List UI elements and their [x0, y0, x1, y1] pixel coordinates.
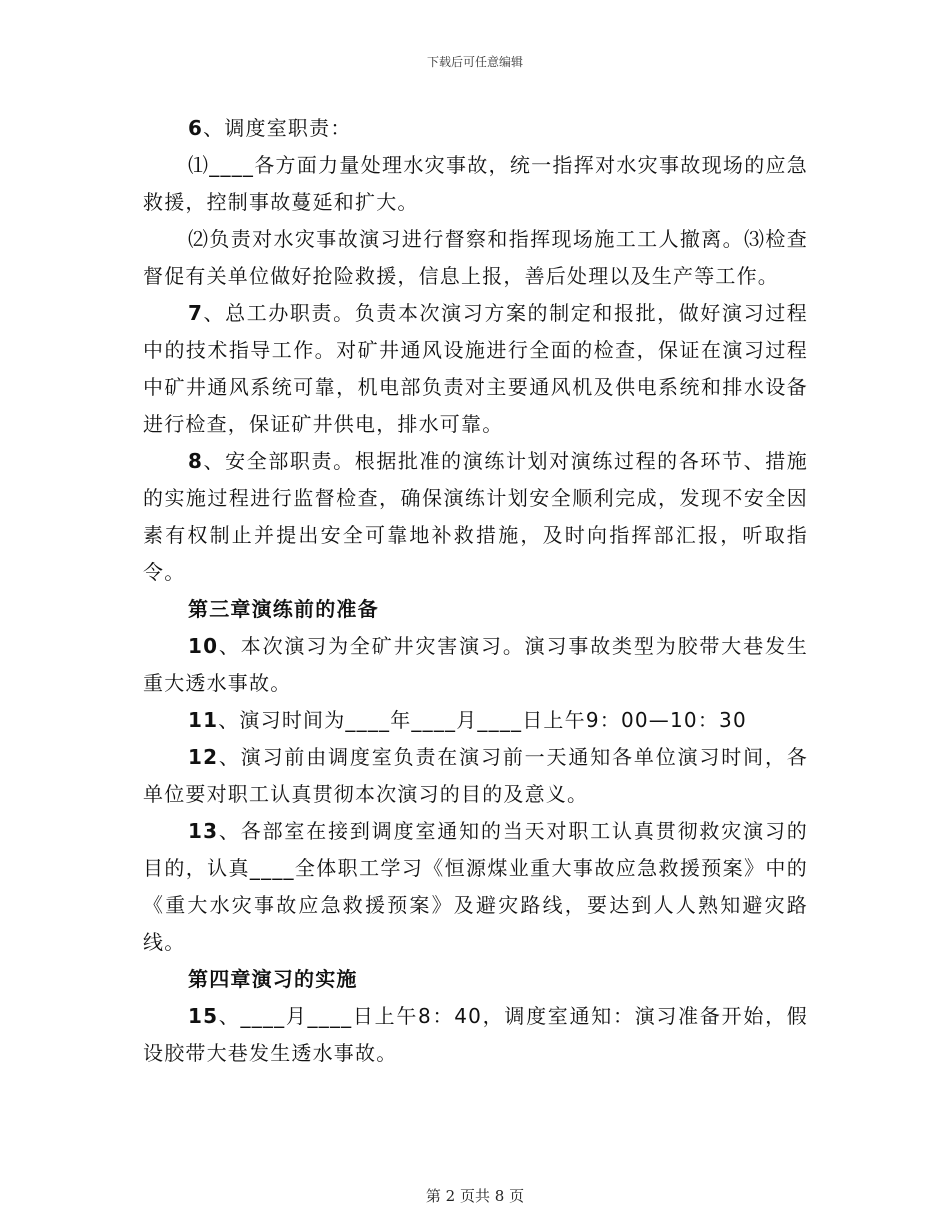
paragraph-15 — [143, 998, 808, 1072]
paragraph-text: 、总工办职责。负责本次演习方案的制定和报批，做好演习过程中的技术指导工作。对矿井通风设施进行全面的检查，保证在演习过程中矿井通风系统可靠，机电部负责对主要通风机及供电系统和排水设备进行检查，保证矿井供电，排水可靠。 — [143, 301, 808, 436]
paragraph-11 — [143, 702, 808, 739]
paragraph-number: 10 — [188, 634, 219, 658]
paragraph-text: 、本次演习为全矿井灾害演习。演习事故类型为胶带大巷发生重大透水事故。 — [143, 634, 808, 695]
chapter-3-heading: 第三章演练前的准备 — [188, 597, 379, 621]
paragraph-text: 、演习时间为____年____月____日上午9：00—10：30 — [218, 708, 747, 732]
paragraph-number: 8 — [188, 449, 204, 473]
paragraph-6-2 — [143, 221, 808, 295]
paragraph-12 — [143, 739, 808, 813]
paragraph-7 — [143, 295, 808, 443]
paragraph-6-1 — [143, 147, 808, 221]
paragraph-13 — [143, 813, 808, 961]
paragraph-text: 、各部室在接到调度室通知的当天对职工认真贯彻救灾演习的目的，认真____全体职工学习《恒源煤业重大事故应急救援预案》中的《重大水灾事故应急救援预案》及避灾路线，要达到人人熟知避灾路线。 — [143, 819, 808, 954]
paragraph-text: 、____月____日上午8：40，调度室通知：演习准备开始，假设胶带大巷发生透水事故。 — [143, 1004, 808, 1065]
page-number: 第 2 页共 8 页 — [425, 1187, 525, 1205]
paragraph-text: ⑴____各方面力量处理水灾事故，统一指挥对水灾事故现场的应急救援，控制事故蔓延和扩大。 — [143, 153, 808, 214]
header-note: 下载后可任意编辑 — [426, 55, 523, 69]
paragraph-text: ⑵负责对水灾事故演习进行督察和指挥现场施工工人撤离。⑶检查督促有关单位做好抢险救援，信息上报，善后处理以及生产等工作。 — [143, 227, 808, 288]
paragraph-number: 11 — [188, 708, 219, 732]
paragraph-number: 13 — [188, 819, 219, 843]
paragraph-number: 12 — [188, 745, 219, 769]
document-body — [143, 110, 808, 1072]
paragraph-number: 7 — [188, 301, 204, 325]
paragraph-text: 、安全部职责。根据批准的演练计划对演练过程的各环节、措施的实施过程进行监督检查，确保演练计划安全顺利完成，发现不安全因素有权制止并提出安全可靠地补救措施，及时向指挥部汇报，听取指令。 — [143, 449, 808, 584]
paragraph-10 — [143, 628, 808, 702]
chapter-4-heading: 第四章演习的实施 — [188, 967, 358, 991]
paragraph-text: 、演习前由调度室负责在演习前一天通知各单位演习时间，各单位要对职工认真贯彻本次演习的目的及意义。 — [143, 745, 808, 806]
paragraph-6 — [143, 110, 808, 147]
paragraph-8 — [143, 443, 808, 591]
paragraph-number: 15 — [188, 1004, 219, 1028]
paragraph-number: 6 — [188, 116, 204, 140]
paragraph-text: 、调度室职责： — [203, 116, 352, 140]
